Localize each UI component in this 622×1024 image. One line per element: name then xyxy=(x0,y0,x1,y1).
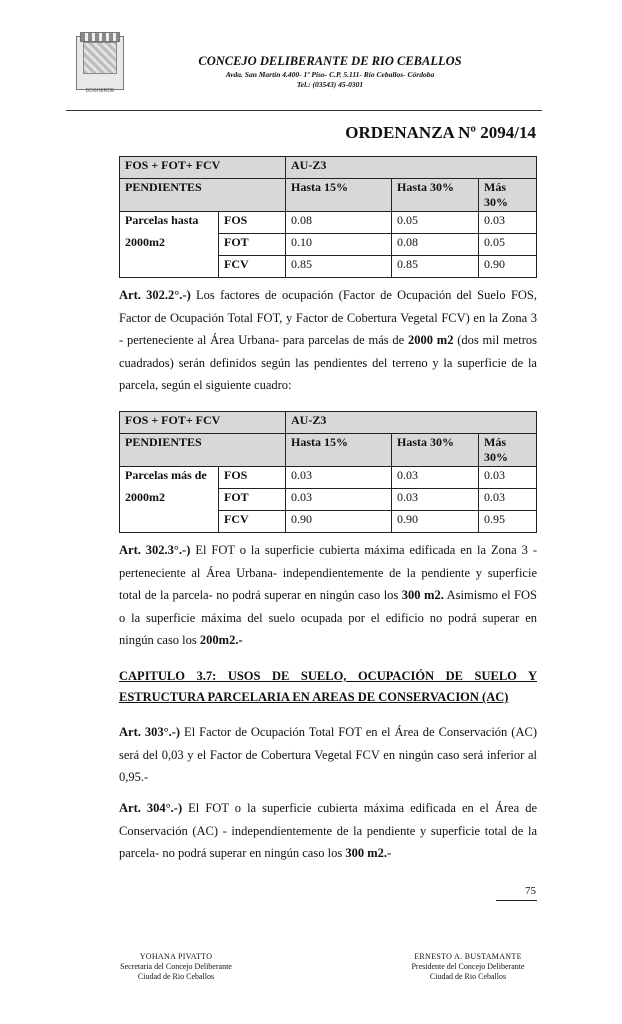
row-label: FCV xyxy=(219,511,286,533)
table-row xyxy=(120,511,537,533)
table-header-row xyxy=(120,157,537,179)
council-phone: Tel.: (03543) 45-0301 xyxy=(296,80,364,89)
table-cell: 0.85 xyxy=(392,256,479,278)
article-text: El FOT o la superficie cubierta máxima edificada en la Zona 3 - perteneciente al Área Urbana- independientemente de la pendiente y superficie total de la parcela- no podrá superar en ningún caso los xyxy=(119,543,537,602)
table-cell: 0.10 xyxy=(286,234,392,256)
table-cell: 0.03 xyxy=(392,489,479,511)
council-title: CONCEJO DELIBERANTE DE RIO CEBALLOS xyxy=(198,54,462,68)
table-cell: 0.03 xyxy=(479,212,537,234)
signer-role: Secretaria del Concejo Deliberante xyxy=(120,962,232,971)
article-bold: 300 m2.- xyxy=(345,846,392,860)
table-row xyxy=(120,234,537,256)
signer-name: YOHANA PIVATTO xyxy=(139,952,213,961)
row-label: FOS xyxy=(219,212,286,234)
row-label: FCV xyxy=(219,256,286,278)
table-head-label: FOS + FOT+ FCV xyxy=(120,157,286,179)
signer-place: Ciudad de Rio Ceballos xyxy=(137,972,215,981)
article-bold: 200m2.- xyxy=(199,633,243,647)
parcel-label-empty xyxy=(120,511,219,533)
article-text: Los factores de ocupación (Factor de Ocupación del Suelo FOS, Factor de Ocupación Total FOT, y Factor de Cobertura Vegetal FCV) en la Zona 3 - perteneciente al Área Urbana- para parcelas de más de xyxy=(119,288,537,347)
table-cell: 0.03 xyxy=(479,467,537,489)
article-302-2 xyxy=(119,284,537,397)
table-cell: 0.03 xyxy=(286,467,392,489)
table-cell: 0.90 xyxy=(286,511,392,533)
row-label: FOT xyxy=(219,489,286,511)
seal-caption: BOGHERDE xyxy=(85,88,115,94)
article-303 xyxy=(119,721,537,789)
parcel-label-line1: Parcelas hasta xyxy=(120,212,219,234)
slopes-label: PENDIENTES xyxy=(120,434,286,467)
table-cell: 0.08 xyxy=(392,234,479,256)
article-302-3 xyxy=(119,539,537,652)
table-row xyxy=(120,467,537,489)
chapter-heading: CAPITULO 3.7: USOS DE SUELO, OCUPACIÓN DE SUELO Y ESTRUCTURA PARCELARIA EN AREAS DE CONSERVACION (AC) xyxy=(119,669,537,704)
article-304 xyxy=(119,797,537,865)
article-text: El Factor de Ocupación Total FOT en el Área de Conservación (AC) será del 0,03 y el Factor de Cobertura Vegetal FCV en ningún caso será inferior al 0,95.- xyxy=(119,725,537,784)
table-cell: 0.90 xyxy=(392,511,479,533)
ordinance-number: ORDENANZA Nº 2094/14 xyxy=(345,123,536,142)
article-text: El FOT o la superficie cubierta máxima edificada en el Área de Conservación (AC) - independientemente de la pendiente y superficie total de la parcela- no podrá superar en ningún caso los xyxy=(119,801,538,860)
municipal-seal-icon xyxy=(76,36,124,90)
table-cell: 0.03 xyxy=(479,489,537,511)
table-head-label: FOS + FOT+ FCV xyxy=(120,412,286,434)
table-row xyxy=(120,256,537,278)
page-number: 75 xyxy=(525,885,536,897)
article-text: (dos mil metros cuadrados) serán definidos según las pendientes del terreno y la superficie de la parcela, según el siguiente cuadro: xyxy=(119,333,538,392)
table-cell: 0.90 xyxy=(479,256,537,278)
page-number-rule xyxy=(496,900,537,901)
table-header-row xyxy=(120,412,537,434)
row-label: FOS xyxy=(219,467,286,489)
article-ref: Art. 304°.-) xyxy=(119,801,183,815)
table-zone-label: AU-Z3 xyxy=(286,412,537,434)
signer-name: ERNESTO A. BUSTAMANTE xyxy=(414,952,522,961)
row-label: FOT xyxy=(219,234,286,256)
table-slope-row xyxy=(120,434,537,467)
table-cell: 0.05 xyxy=(392,212,479,234)
table-cell: 0.08 xyxy=(286,212,392,234)
parcel-label-line2: 2000m2 xyxy=(120,234,219,256)
signer-role: Presidente del Concejo Deliberante xyxy=(411,962,525,971)
table-cell: 0.03 xyxy=(286,489,392,511)
parcel-label-line2: 2000m2 xyxy=(120,489,219,511)
table-row xyxy=(120,212,537,234)
signature-president xyxy=(368,952,568,982)
article-ref: Art. 303°.-) xyxy=(119,725,181,739)
article-text: Asimismo el FOS o la superficie máxima del suelo ocupada por el edificio no podrá superar en ningún caso los xyxy=(119,588,537,647)
table-cell: 0.03 xyxy=(392,467,479,489)
col-mas-30: Más 30% xyxy=(479,179,537,212)
table-cell: 0.05 xyxy=(479,234,537,256)
table-cell: 0.85 xyxy=(286,256,392,278)
slopes-label: PENDIENTES xyxy=(120,179,286,212)
article-ref: Art. 302.3°.-) xyxy=(119,543,191,557)
parcel-label-line1: Parcelas más de xyxy=(120,467,219,489)
col-hasta-15: Hasta 15% xyxy=(286,434,392,467)
col-hasta-15: Hasta 15% xyxy=(286,179,392,212)
table-zone-label: AU-Z3 xyxy=(286,157,537,179)
col-mas-30: Más 30% xyxy=(479,434,537,467)
table-cell: 0.95 xyxy=(479,511,537,533)
signer-place: Ciudad de Rio Ceballos xyxy=(429,972,507,981)
article-ref: Art. 302.2°.-) xyxy=(119,288,191,302)
factors-table-up-to-2000m2 xyxy=(119,156,537,278)
header-divider xyxy=(66,110,542,111)
article-bold: 300 m2. xyxy=(401,588,444,602)
table-slope-row xyxy=(120,179,537,212)
council-address: Avda. San Martín 4.400- 1º Piso- C.P. 5.111- Río Ceballos- Córdoba xyxy=(225,70,435,79)
col-hasta-30: Hasta 30% xyxy=(392,434,479,467)
signature-secretary xyxy=(76,952,276,982)
table-row xyxy=(120,489,537,511)
parcel-label-empty xyxy=(120,256,219,278)
col-hasta-30: Hasta 30% xyxy=(392,179,479,212)
factors-table-over-2000m2 xyxy=(119,411,537,533)
article-bold: 2000 m2 xyxy=(408,333,454,347)
